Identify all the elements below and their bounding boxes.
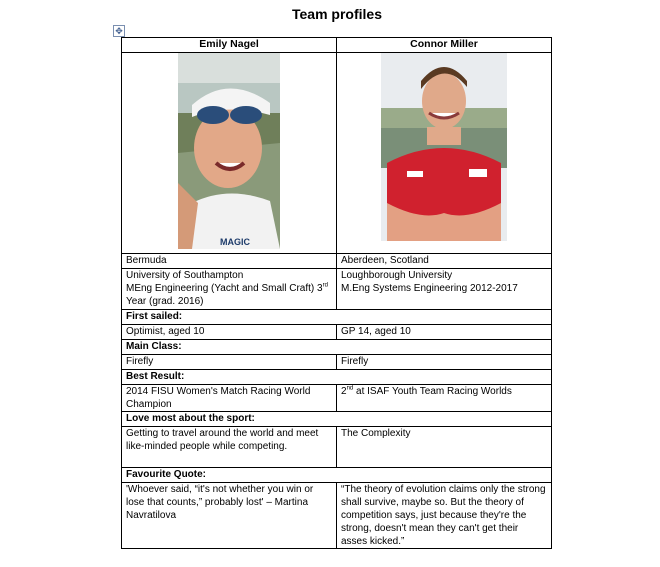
education-year-rest: Year (grad. 2016) bbox=[126, 296, 204, 307]
best-result-rest: at ISAF Youth Team Racing Worlds bbox=[353, 386, 512, 397]
section-heading-love-most: Love most about the sport: bbox=[122, 412, 552, 427]
best-result-sup: nd bbox=[346, 385, 354, 392]
photo-cell bbox=[122, 53, 337, 254]
table-row bbox=[122, 310, 552, 325]
profile-name: Connor Miller bbox=[337, 38, 552, 53]
education bbox=[122, 269, 337, 310]
table-row bbox=[122, 355, 552, 370]
photo-cell bbox=[337, 53, 552, 254]
first-sailed-value: Optimist, aged 10 bbox=[122, 325, 337, 340]
quote-value: 'Whoever said, “it's not whether you win or lose that counts,” probably lost' – Martina Navratilova bbox=[122, 483, 337, 549]
table-row bbox=[122, 269, 552, 310]
love-most-value: The Complexity bbox=[337, 427, 552, 468]
profile-name: Emily Nagel bbox=[122, 38, 337, 53]
table-row bbox=[122, 427, 552, 468]
education bbox=[337, 269, 552, 310]
profile-photo bbox=[381, 53, 507, 241]
table-row bbox=[122, 38, 552, 53]
svg-text:MAGIC: MAGIC bbox=[220, 237, 250, 247]
education-year-num: 3 bbox=[317, 283, 323, 294]
profile-photo bbox=[178, 53, 280, 249]
first-sailed-value: GP 14, aged 10 bbox=[337, 325, 552, 340]
table-row bbox=[122, 53, 552, 254]
location: Bermuda bbox=[122, 254, 337, 269]
education-line1: Loughborough University bbox=[341, 270, 453, 281]
table-row bbox=[122, 483, 552, 549]
table-row bbox=[122, 325, 552, 340]
table-row bbox=[122, 385, 552, 412]
location: Aberdeen, Scotland bbox=[337, 254, 552, 269]
table-row bbox=[122, 254, 552, 269]
section-heading-favourite-quote: Favourite Quote: bbox=[122, 468, 552, 483]
education-line1: University of Southampton bbox=[126, 270, 244, 281]
quote-value: “The theory of evolution claims only the strong shall survive, maybe so. But the theory of competition says, just because they're the strong, doesn't mean they can't get their asses kicked.” bbox=[337, 483, 552, 549]
education-line2: MEng Engineering (Yacht and Small Craft) bbox=[126, 283, 315, 294]
best-result-value: 2014 FISU Women's Match Racing World Champion bbox=[122, 385, 337, 412]
education-line2: M.Eng Systems Engineering 2012-2017 bbox=[341, 283, 518, 294]
education-year-sup: rd bbox=[322, 282, 328, 289]
document-title: Team profiles bbox=[292, 6, 382, 22]
table-row bbox=[122, 412, 552, 427]
team-profiles-table bbox=[121, 37, 552, 549]
section-heading-first-sailed: First sailed: bbox=[122, 310, 552, 325]
table-row bbox=[122, 370, 552, 385]
section-heading-main-class: Main Class: bbox=[122, 340, 552, 355]
section-heading-best-result: Best Result: bbox=[122, 370, 552, 385]
move-arrows-icon[interactable]: ✥ bbox=[113, 25, 125, 37]
best-result-value bbox=[337, 385, 552, 412]
table-row bbox=[122, 468, 552, 483]
love-most-value: Getting to travel around the world and meet like-minded people while competing. bbox=[122, 427, 337, 468]
table-row bbox=[122, 340, 552, 355]
main-class-value: Firefly bbox=[337, 355, 552, 370]
best-result-num: 2 bbox=[341, 386, 347, 397]
main-class-value: Firefly bbox=[122, 355, 337, 370]
